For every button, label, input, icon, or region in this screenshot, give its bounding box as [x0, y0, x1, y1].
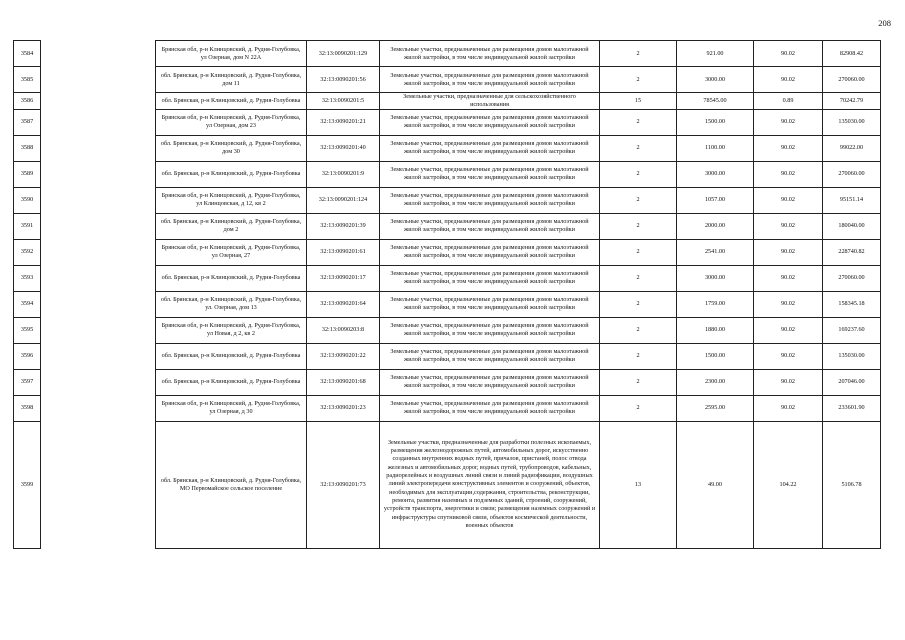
spacer-cell — [41, 317, 156, 343]
use-group-cell: 2 — [600, 41, 677, 67]
cadastral-value-cell: 169237.60 — [823, 317, 881, 343]
rate-cell: 90.02 — [754, 161, 823, 187]
spacer-cell — [41, 239, 156, 265]
cadastral-value-cell: 180040.00 — [823, 213, 881, 239]
land-use-cell: Земельные участки, предназначенные для размещения домов малоэтажной жилой застройки, в том числе индивидуальной жилой застройки — [380, 395, 600, 421]
cadastral-value-cell: 5106.78 — [823, 421, 881, 548]
spacer-cell — [41, 265, 156, 291]
area-cell: 2541.00 — [677, 239, 754, 265]
use-group-cell: 2 — [600, 67, 677, 93]
row-number: 3589 — [14, 161, 41, 187]
use-group-cell: 2 — [600, 291, 677, 317]
cadastral-number-cell: 32:13:0090201:73 — [307, 421, 380, 548]
table-row — [14, 421, 881, 548]
address-cell: обл. Брянская, р-н Клинцовский, д. Рудня-Голубовка, МО Первомайское сельское поселение — [156, 421, 307, 548]
use-group-cell: 2 — [600, 161, 677, 187]
area-cell: 1880.00 — [677, 317, 754, 343]
address-cell: Брянская обл, р-н Клинцовский, д. Рудня-Голубовка, ул Клинцовская, д 12, кв 2 — [156, 187, 307, 213]
use-group-cell: 2 — [600, 265, 677, 291]
use-group-cell: 2 — [600, 135, 677, 161]
rate-cell: 90.02 — [754, 343, 823, 369]
address-cell: обл. Брянская, р-н Клинцовский, д. Рудня-Голубовка — [156, 265, 307, 291]
land-use-cell: Земельные участки, предназначенные для сельскохозяйственного использования — [380, 93, 600, 110]
row-number: 3592 — [14, 239, 41, 265]
area-cell: 1100.00 — [677, 135, 754, 161]
table-row — [14, 187, 881, 213]
cadastral-number-cell: 32:13:0090201:64 — [307, 291, 380, 317]
land-use-cell: Земельные участки, предназначенные для размещения домов малоэтажной жилой застройки, в том числе индивидуальной жилой застройки — [380, 239, 600, 265]
area-cell: 1759.00 — [677, 291, 754, 317]
table-row — [14, 395, 881, 421]
address-cell: Брянская обл, р-н Клинцовский, д. Рудня-Голубовка, ул Озерная, дом N 22А — [156, 41, 307, 67]
address-cell: обл. Брянская, р-н Клинцовский, д. Рудня-Голубовка, ул. Озерная, дом 13 — [156, 291, 307, 317]
address-cell: обл. Брянская, р-н Клинцовский, д. Рудня-Голубовка — [156, 369, 307, 395]
table-row — [14, 239, 881, 265]
land-use-cell: Земельные участки, предназначенные для размещения домов малоэтажной жилой застройки, в том числе индивидуальной жилой застройки — [380, 109, 600, 135]
cadastral-number-cell: 32:13:0090201:9 — [307, 161, 380, 187]
address-cell: обл. Брянская, р-н Клинцовский, д. Рудня-Голубовка — [156, 343, 307, 369]
use-group-cell: 2 — [600, 343, 677, 369]
area-cell: 3000.00 — [677, 265, 754, 291]
registry-table — [13, 40, 881, 549]
land-use-cell: Земельные участки, предназначенные для размещения домов малоэтажной жилой застройки, в том числе индивидуальной жилой застройки — [380, 317, 600, 343]
table-row — [14, 135, 881, 161]
cadastral-number-cell: 32:13:0090201:129 — [307, 41, 380, 67]
row-number: 3595 — [14, 317, 41, 343]
cadastral-number-cell: 32:13:0090201:61 — [307, 239, 380, 265]
cadastral-number-cell: 32:13:0090201:23 — [307, 395, 380, 421]
cadastral-value-cell: 270060.00 — [823, 161, 881, 187]
cadastral-value-cell: 233601.90 — [823, 395, 881, 421]
row-number: 3587 — [14, 109, 41, 135]
area-cell: 921.00 — [677, 41, 754, 67]
spacer-cell — [41, 369, 156, 395]
cadastral-value-cell: 82908.42 — [823, 41, 881, 67]
table-row — [14, 265, 881, 291]
table-row — [14, 317, 881, 343]
row-number: 3594 — [14, 291, 41, 317]
row-number: 3597 — [14, 369, 41, 395]
table-row — [14, 161, 881, 187]
use-group-cell: 13 — [600, 421, 677, 548]
table-row — [14, 41, 881, 67]
table-row — [14, 67, 881, 93]
cadastral-value-cell: 135030.00 — [823, 343, 881, 369]
spacer-cell — [41, 93, 156, 110]
land-use-cell: Земельные участки, предназначенные для размещения домов малоэтажной жилой застройки, в том числе индивидуальной жилой застройки — [380, 41, 600, 67]
use-group-cell: 2 — [600, 239, 677, 265]
use-group-cell: 2 — [600, 187, 677, 213]
rate-cell: 90.02 — [754, 317, 823, 343]
rate-cell: 90.02 — [754, 135, 823, 161]
spacer-cell — [41, 161, 156, 187]
spacer-cell — [41, 421, 156, 548]
address-cell: Брянская обл, р-н Клинцовский, д. Рудня-Голубовка, ул Озерная, д 30 — [156, 395, 307, 421]
cadastral-value-cell: 207046.00 — [823, 369, 881, 395]
area-cell: 1057.00 — [677, 187, 754, 213]
table-row — [14, 369, 881, 395]
rate-cell: 90.02 — [754, 395, 823, 421]
cadastral-number-cell: 32:13:0090201:68 — [307, 369, 380, 395]
row-number: 3584 — [14, 41, 41, 67]
cadastral-number-cell: 32:13:0090203:8 — [307, 317, 380, 343]
spacer-cell — [41, 41, 156, 67]
area-cell: 3000.00 — [677, 161, 754, 187]
land-use-cell: Земельные участки, предназначенные для размещения домов малоэтажной жилой застройки, в том числе индивидуальной жилой застройки — [380, 369, 600, 395]
spacer-cell — [41, 395, 156, 421]
land-use-cell: Земельные участки, предназначенные для размещения домов малоэтажной жилой застройки, в том числе индивидуальной жилой застройки — [380, 291, 600, 317]
cadastral-value-cell: 158345.18 — [823, 291, 881, 317]
rate-cell: 90.02 — [754, 213, 823, 239]
rate-cell: 90.02 — [754, 291, 823, 317]
land-use-cell: Земельные участки, предназначенные для разработки полезных ископаемых, размещения железнодорожных путей, автомобильных дорог, искусственно созданных внутренних водных путей, причалов, пристаней, полос отвода железных и автомобильных дорог, водных путей, трубопроводов, кабельных, радиорелейных и воздушных линий связи и линий радиофикации, воздушных линий электропередачи конструктивных элементов и сооружений, объектов, необходимых для эксплуатации,содержания, строительства, реконструкции, ремонта, развития наземных и подземных зданий, строений, сооружений, устройств транспорта, энергетики и связи; размещения наземных сооружений и инфраструктуры спутниковой связи, объектов космической деятельности, военных объектов — [380, 421, 600, 548]
cadastral-number-cell: 32:13:0090201:22 — [307, 343, 380, 369]
row-number: 3590 — [14, 187, 41, 213]
address-cell: Брянская обл, р-н Клинцовский, д. Рудня-Голубовка, ул Озерная, 27 — [156, 239, 307, 265]
rate-cell: 90.02 — [754, 109, 823, 135]
cadastral-value-cell: 95151.14 — [823, 187, 881, 213]
address-cell: обл. Брянская, р-н Клинцовский, д. Рудня-Голубовка, дом 2 — [156, 213, 307, 239]
cadastral-value-cell: 270060.00 — [823, 265, 881, 291]
address-cell: обл. Брянская, р-н Клинцовский, д. Рудня-Голубовка — [156, 161, 307, 187]
area-cell: 1500.00 — [677, 109, 754, 135]
cadastral-value-cell: 270060.00 — [823, 67, 881, 93]
cadastral-number-cell: 32:13:0090201:56 — [307, 67, 380, 93]
table-row — [14, 213, 881, 239]
address-cell: обл. Брянская, р-н Клинцовский, д. Рудня-Голубовка, дом 11 — [156, 67, 307, 93]
address-cell: Брянская обл, р-н Клинцовский, д. Рудня-Голубовка, ул Озерная, дом 23 — [156, 109, 307, 135]
row-number: 3598 — [14, 395, 41, 421]
use-group-cell: 2 — [600, 395, 677, 421]
spacer-cell — [41, 109, 156, 135]
spacer-cell — [41, 187, 156, 213]
rate-cell: 90.02 — [754, 67, 823, 93]
cadastral-number-cell: 32:13:0090201:5 — [307, 93, 380, 110]
rate-cell: 90.02 — [754, 187, 823, 213]
registry-body — [14, 41, 881, 549]
rate-cell: 90.02 — [754, 239, 823, 265]
cadastral-value-cell: 135030.00 — [823, 109, 881, 135]
land-use-cell: Земельные участки, предназначенные для размещения домов малоэтажной жилой застройки, в том числе индивидуальной жилой застройки — [380, 187, 600, 213]
spacer-cell — [41, 343, 156, 369]
rate-cell: 104.22 — [754, 421, 823, 548]
rate-cell: 0.89 — [754, 93, 823, 110]
row-number: 3585 — [14, 67, 41, 93]
use-group-cell: 2 — [600, 213, 677, 239]
cadastral-number-cell: 32:13:0090201:124 — [307, 187, 380, 213]
cadastral-value-cell: 228740.82 — [823, 239, 881, 265]
row-number: 3596 — [14, 343, 41, 369]
spacer-cell — [41, 291, 156, 317]
row-number: 3588 — [14, 135, 41, 161]
row-number: 3591 — [14, 213, 41, 239]
area-cell: 1500.00 — [677, 343, 754, 369]
cadastral-number-cell: 32:13:0090201:39 — [307, 213, 380, 239]
land-use-cell: Земельные участки, предназначенные для размещения домов малоэтажной жилой застройки, в том числе индивидуальной жилой застройки — [380, 213, 600, 239]
area-cell: 3000.00 — [677, 67, 754, 93]
spacer-cell — [41, 213, 156, 239]
table-row — [14, 93, 881, 110]
rate-cell: 90.02 — [754, 265, 823, 291]
use-group-cell: 2 — [600, 317, 677, 343]
spacer-cell — [41, 135, 156, 161]
area-cell: 2000.00 — [677, 213, 754, 239]
land-use-cell: Земельные участки, предназначенные для размещения домов малоэтажной жилой застройки, в том числе индивидуальной жилой застройки — [380, 265, 600, 291]
land-use-cell: Земельные участки, предназначенные для размещения домов малоэтажной жилой застройки, в том числе индивидуальной жилой застройки — [380, 135, 600, 161]
cadastral-number-cell: 32:13:0090201:17 — [307, 265, 380, 291]
cadastral-value-cell: 70242.79 — [823, 93, 881, 110]
area-cell: 2300.00 — [677, 369, 754, 395]
land-use-cell: Земельные участки, предназначенные для размещения домов малоэтажной жилой застройки, в том числе индивидуальной жилой застройки — [380, 161, 600, 187]
table-row — [14, 343, 881, 369]
row-number: 3599 — [14, 421, 41, 548]
area-cell: 2595.00 — [677, 395, 754, 421]
land-use-cell: Земельные участки, предназначенные для размещения домов малоэтажной жилой застройки, в том числе индивидуальной жилой застройки — [380, 343, 600, 369]
page-number: 208 — [878, 18, 891, 28]
address-cell: обл. Брянская, р-н Клинцовский, д. Рудня-Голубовка — [156, 93, 307, 110]
row-number: 3586 — [14, 93, 41, 110]
use-group-cell: 2 — [600, 369, 677, 395]
address-cell: обл. Брянская, р-н Клинцовский, д. Рудня-Голубовка, дом 30 — [156, 135, 307, 161]
land-use-cell: Земельные участки, предназначенные для размещения домов малоэтажной жилой застройки, в том числе индивидуальной жилой застройки — [380, 67, 600, 93]
cadastral-value-cell: 99022.00 — [823, 135, 881, 161]
address-cell: Брянская обл, р-н Клинцовский, д. Рудня-Голубовка, ул Новая, д 2, кв 2 — [156, 317, 307, 343]
use-group-cell: 15 — [600, 93, 677, 110]
area-cell: 49.00 — [677, 421, 754, 548]
rate-cell: 90.02 — [754, 41, 823, 67]
cadastral-number-cell: 32:13:0090201:21 — [307, 109, 380, 135]
row-number: 3593 — [14, 265, 41, 291]
area-cell: 78545.00 — [677, 93, 754, 110]
spacer-cell — [41, 67, 156, 93]
table-row — [14, 291, 881, 317]
use-group-cell: 2 — [600, 109, 677, 135]
rate-cell: 90.02 — [754, 369, 823, 395]
cadastral-number-cell: 32:13:0090201:40 — [307, 135, 380, 161]
table-row — [14, 109, 881, 135]
